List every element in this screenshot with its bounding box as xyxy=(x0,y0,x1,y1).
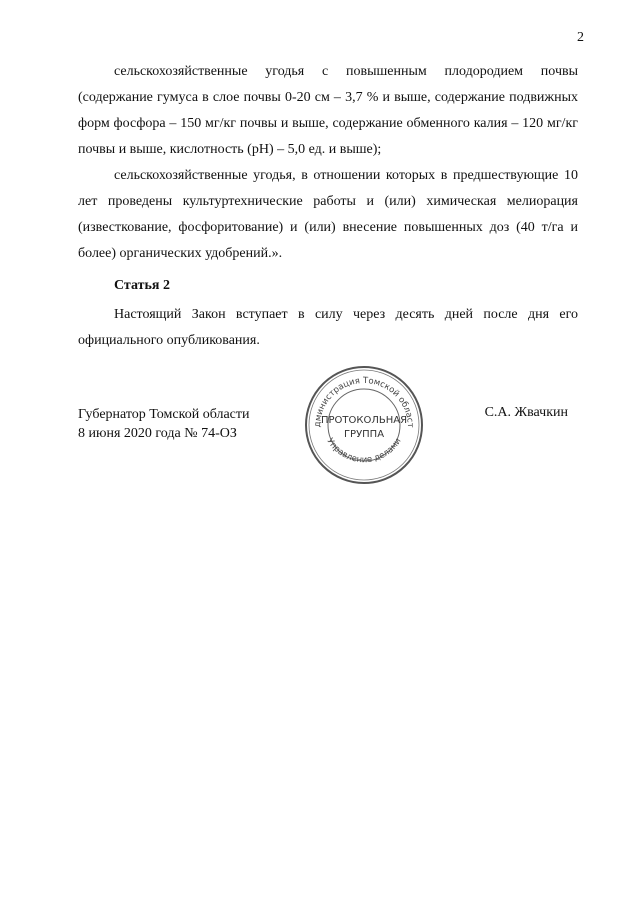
article-text: Настоящий Закон вступает в силу через десять дней после дня его официального опубликования. xyxy=(78,307,578,348)
article-title: Статья 2 xyxy=(114,278,170,293)
law-body-text xyxy=(78,59,578,267)
seal-center-line1: ПРОТОКОЛЬНАЯ xyxy=(320,415,408,426)
official-seal-stamp xyxy=(302,363,426,487)
signature-block xyxy=(78,405,250,443)
seal-ring-bottom-text: Управление делами xyxy=(324,436,404,466)
signatory-position: Губернатор Томской области xyxy=(78,407,250,422)
signatory-name: С.А. Жвачкин xyxy=(484,405,568,420)
seal-center-line2: ГРУППА xyxy=(343,429,385,440)
paragraph-fertile-lands: сельскохозяйственные угодья с повышенным плодородием почвы (содержание гумуса в слое почвы 0-20 см – 3,7 % и выше, содержание подвижных форм фосфора – 150 мг/кг почвы и выше, содержание обменного калия – 120 мг/кг почвы и выше, кислотность (рН) – 5,0 ед. и выше); xyxy=(78,64,578,157)
seal-ring-top-text: дминистрация Томской област xyxy=(312,375,416,428)
law-date-number: 8 июня 2020 года № 74-ОЗ xyxy=(78,426,237,441)
paragraph-reclaimed-lands: сельскохозяйственные угодья, в отношении которых в предшествующие 10 лет проведены культуртехнические работы и (или) химическая мелиорация (известкование, фосфоритование) и (или) внесение повышенных доз (40 т/га и более) органических удобрений.». xyxy=(78,168,578,261)
svg-text:Управление делами xyxy=(324,437,403,466)
page-number: 2 xyxy=(577,30,584,45)
seal-icon xyxy=(302,363,426,487)
